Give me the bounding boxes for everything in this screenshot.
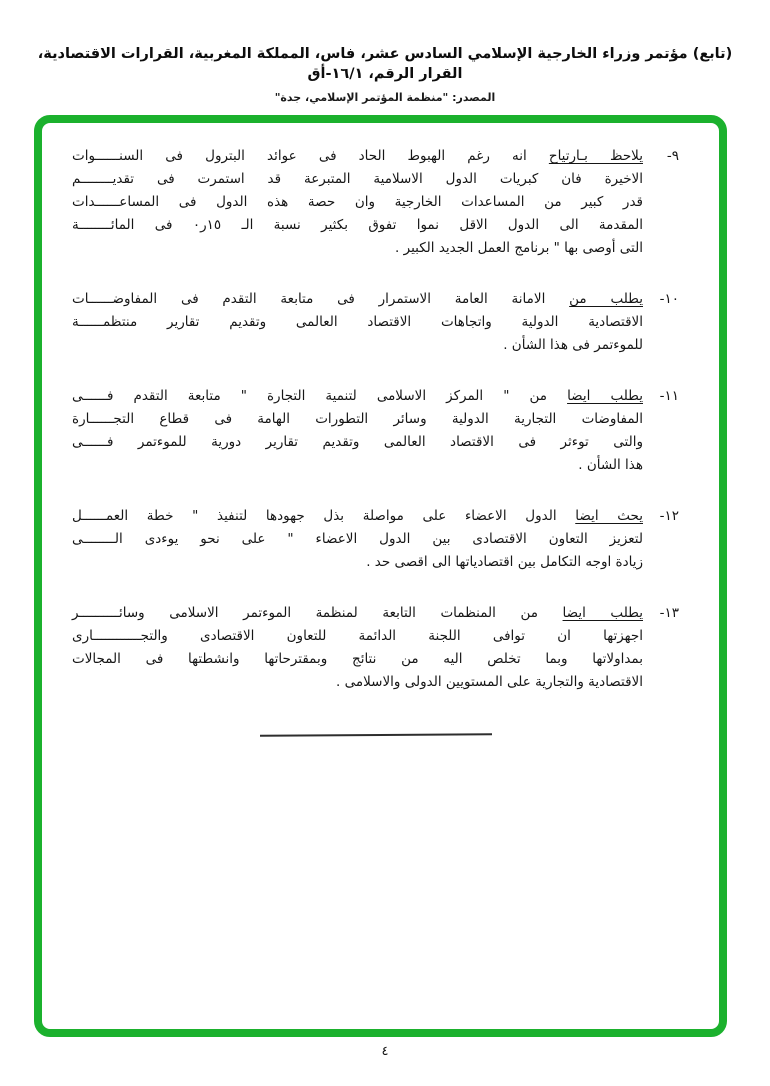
paragraph-line: [72, 602, 643, 625]
resolution-paragraph-9: [72, 145, 679, 260]
lead-phrase: يحث ايضا: [575, 508, 643, 524]
resolution-paragraph-10: [72, 288, 679, 357]
line-text: من " المركز الاسلامى لتنمية التجارة " متابعة التقدم فــــــى: [72, 388, 547, 404]
paragraph-line: [72, 505, 643, 528]
source-line: المصدر: "منظمة المؤتمر الإسلامي، جدة": [274, 91, 496, 104]
line-text: الامانة العامة الاستمرار فى متابعة التقدم فى المفاوضــــــات: [72, 291, 546, 307]
paragraph-line: هذا الشأن .: [578, 457, 643, 473]
paragraph-line: [72, 385, 643, 408]
paragraph-line: زيادة اوجه التكامل بين اقتصادياتها الى اقصى حد .: [366, 554, 643, 570]
paragraph-line: [72, 288, 643, 311]
document-header: [0, 44, 770, 105]
paragraph-line: الاقتصادية الدولية واتجاهات الاقتصاد العالمى وتقديم تقارير منتظمــــــة: [72, 314, 643, 330]
lead-phrase: يطلب ايضا: [567, 388, 643, 404]
line-text: انه رغم الهبوط الحاد فى عوائد البترول فى السنــــــوات: [72, 148, 527, 164]
paragraph-line: قدر كبير من المساعدات الخارجية وان حصة هذه الدول فى المساعــــــدات: [72, 194, 643, 210]
resolution-paragraph-11: [72, 385, 679, 477]
paragraph-number: ١٣-: [659, 605, 679, 621]
lead-phrase: يطلب ايضا: [562, 605, 643, 621]
resolution-paragraph-12: [72, 505, 679, 574]
paragraph-number: ١٠-: [659, 291, 679, 307]
paragraph-number: ١١-: [659, 388, 679, 404]
paragraph-line: الاخيرة فان كبريات الدول الاسلامية المتبرعة قد استمرت فى تقديــــــــم: [72, 171, 643, 187]
paragraph-line: الاقتصادية والتجارية على المستويين الدولى والاسلامى .: [336, 674, 643, 690]
lead-phrase: يطلب من: [569, 291, 643, 307]
section-divider: [259, 733, 491, 736]
paragraph-line: لتعزيز التعاون الاقتصادى بين الدول الاعضاء " على نحو يوءدى الــــــــى: [72, 531, 643, 547]
paragraph-line: [72, 145, 643, 168]
paragraph-line: المفاوضات التجارية الدولية وسائر التطورات الهامة فى قطاع التجــــــارة: [72, 411, 643, 427]
paragraph-line: للموءتمر فى هذا الشأن .: [503, 337, 643, 353]
paragraph-line: المقدمة الى الدول الاقل نموا تفوق بكثير نسبة الـ ١٥ر٠ فى المائــــــــة: [72, 217, 643, 233]
page-number: ٤: [381, 1044, 389, 1059]
line-text: من المنظمات التابعة لمنظمة الموءتمر الاسلامى وسائــــــــــر: [72, 605, 538, 621]
lead-phrase: يلاحظ بـارتياح: [548, 148, 643, 164]
paragraph-line: التى أوصى بها " برنامج العمل الجديد الكبير .: [395, 240, 643, 256]
document-body: [42, 123, 719, 736]
paragraph-line: والتى توءثر فى الاقتصاد العالمى وتقديم تقارير دورية للموءتمر فــــــى: [72, 434, 643, 450]
paragraph-line: بمداولاتها وبما تخلص اليه من نتائج وبمقترحاتها وانشطتها فى المجالات: [72, 651, 643, 667]
paragraph-line: اجهزتها ان توافى اللجنة الدائمة للتعاون الاقتصادى والتجــــــــــــارى: [72, 628, 643, 644]
paragraph-number: ١٢-: [659, 508, 679, 524]
document-title: (تابع) مؤتمر وزراء الخارجية الإسلامي السادس عشر، فاس، المملكة المغربية، القرارات الاقتصادية، القرار الرقم، ١٦/١-أق: [37, 46, 733, 82]
paragraph-number: ٩-: [666, 148, 679, 164]
line-text: الدول الاعضاء على مواصلة بذل جهودها لتنفيذ " خطة العمــــــل: [72, 508, 557, 524]
annotation-border: [34, 115, 727, 1037]
resolution-paragraph-13: [72, 602, 679, 694]
